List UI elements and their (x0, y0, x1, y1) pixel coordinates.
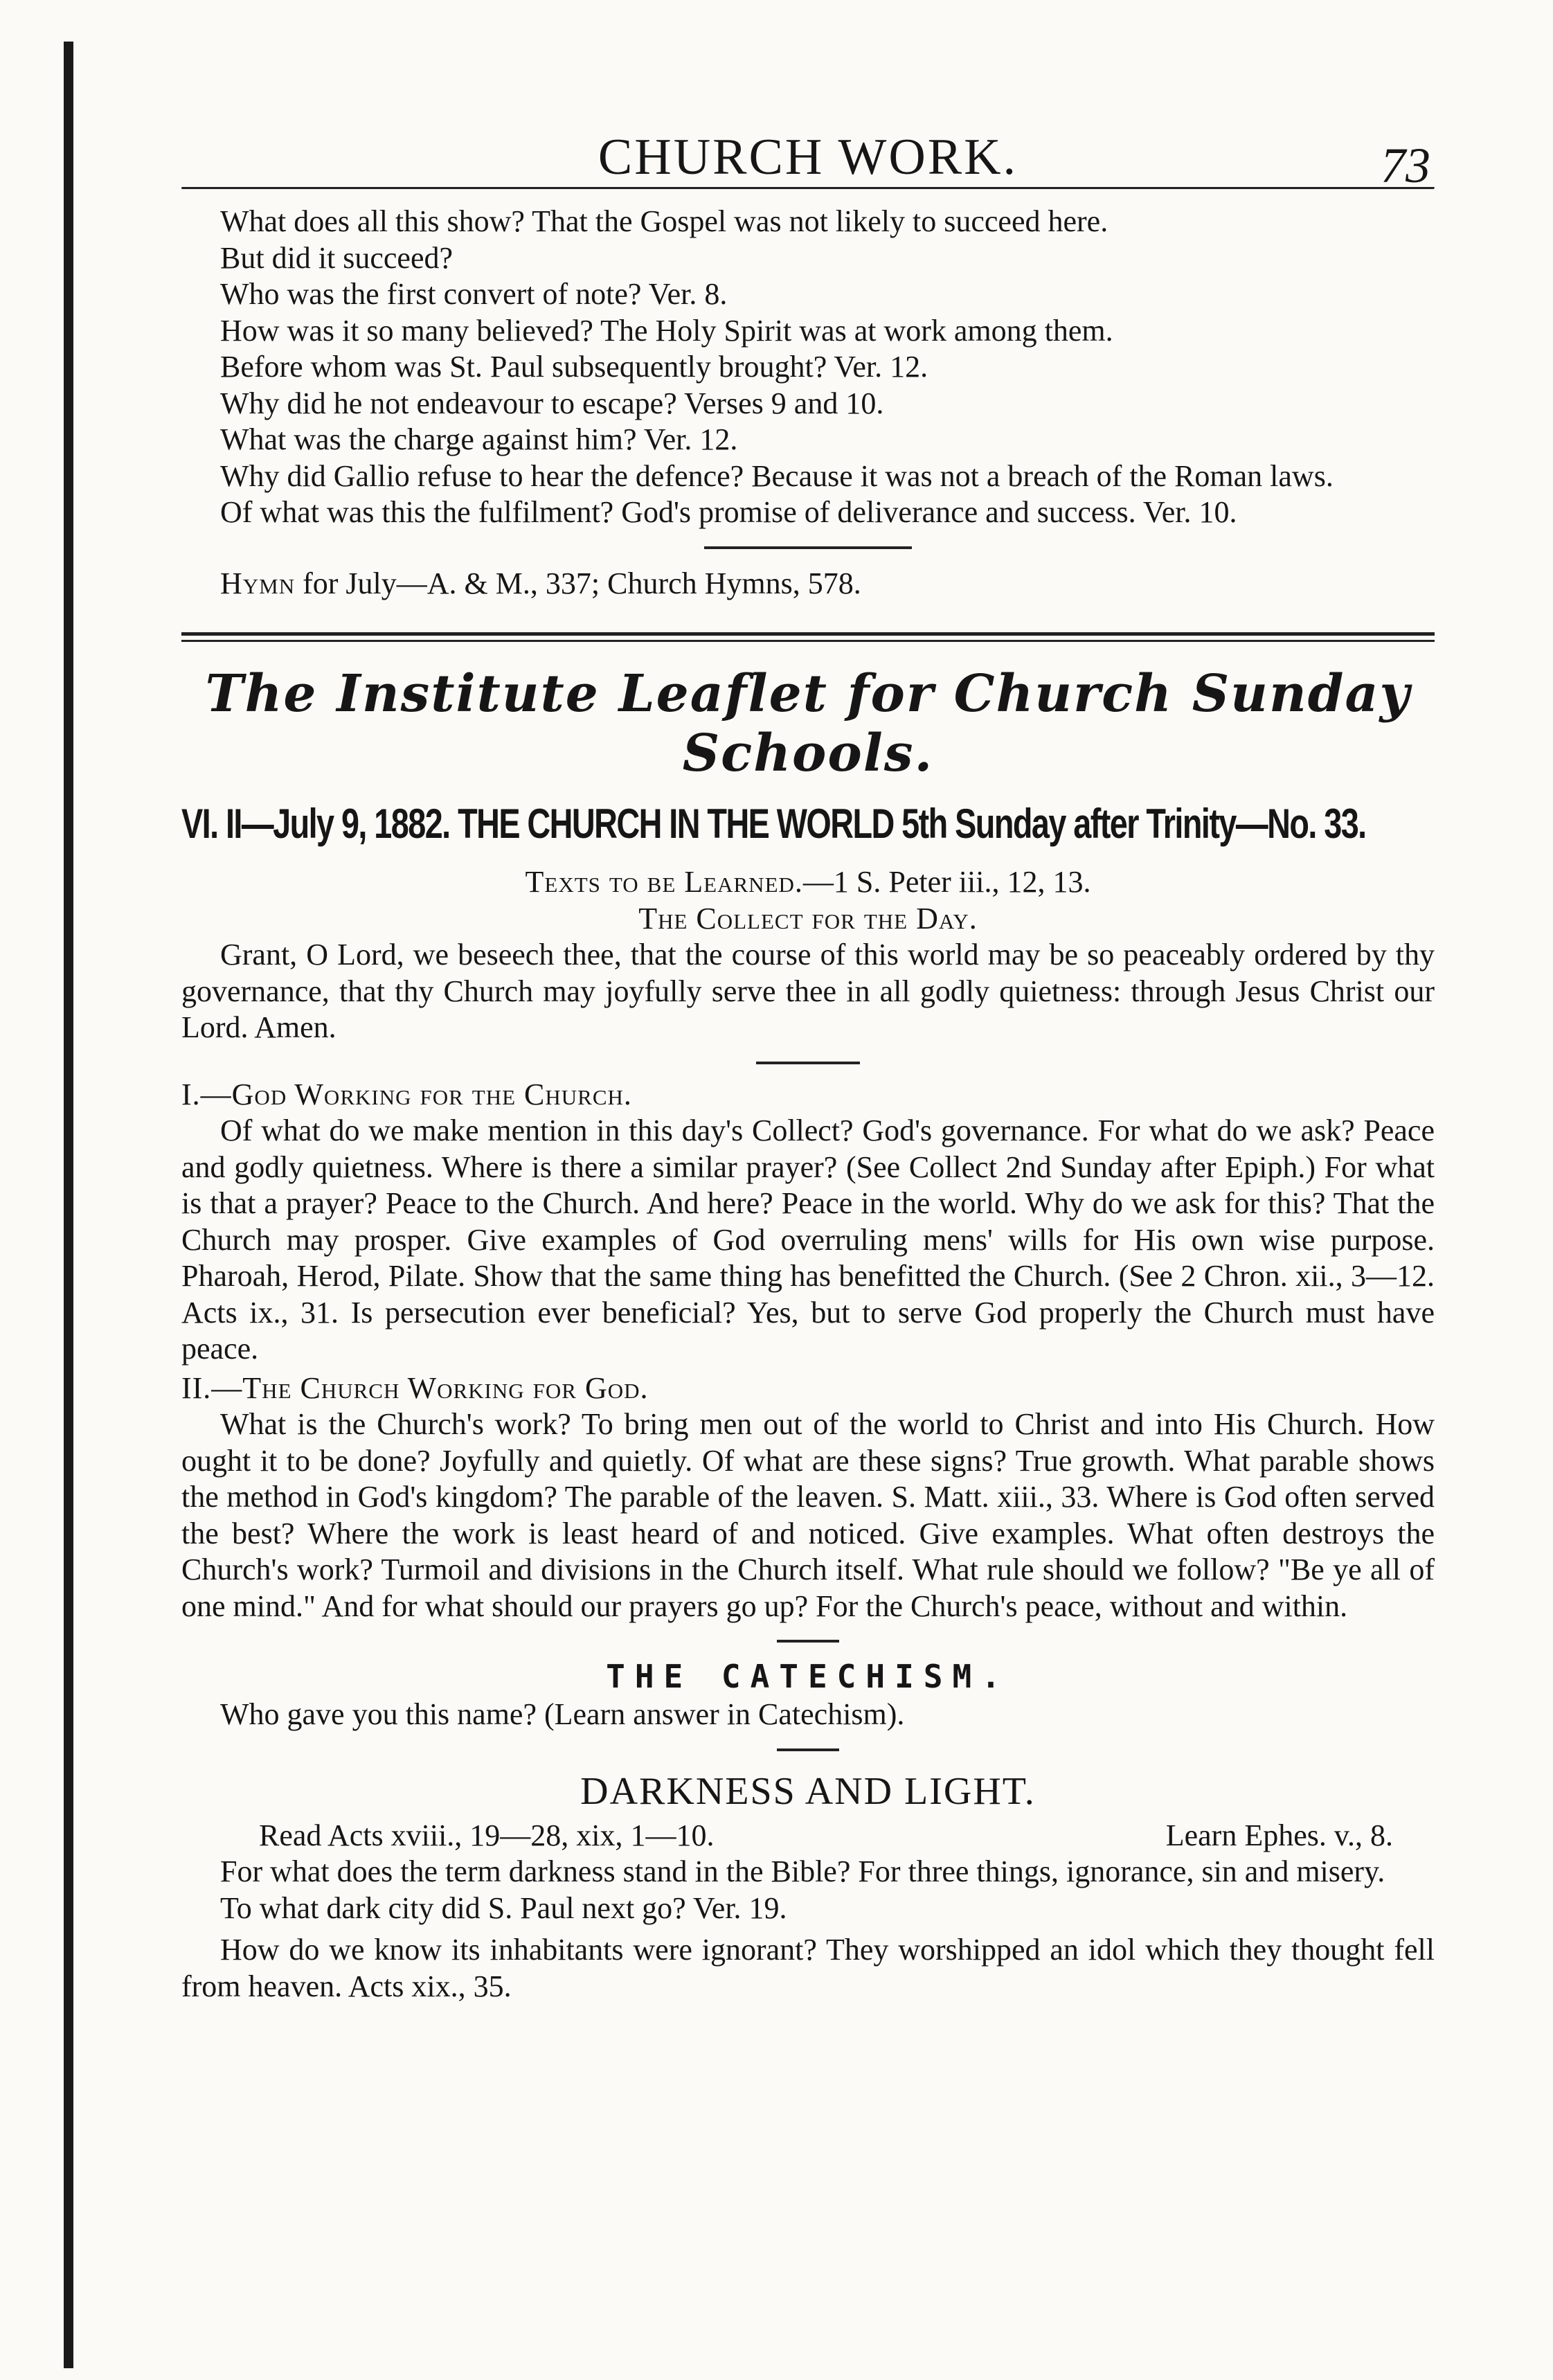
page-title: CHURCH WORK. (598, 129, 1018, 186)
section-1-text: Of what do we make mention in this day's Collect? God's governance. For what do we ask? Peace and godly quietness. Where is there a similar prayer? (See Collect 2nd Sunday after Epiph.) For what is that a prayer? Peace to the Church. And here? Peace in the world. Why do we ask for this? That the Church may prosper. Give examples of God overruling mens' wills for His own wise purpose. Pharoah, Herod, Pilate. Show that the same thing has benefitted the Church. (See 2 Chron. xii., 3—12. Acts ix., 31. Is persecution ever beneficial? Yes, but to serve God properly the Church must have peace. (181, 1113, 1435, 1366)
qa-line: How was it so many believed? The Holy Spirit was at work among them. (220, 313, 1113, 348)
qa-line: Why did he not endeavour to escape? Verses 9 and 10. (220, 386, 884, 420)
texts-label: Texts to be Learned. (525, 865, 803, 899)
hymn-text: for July—A. & M., 337; Church Hymns, 578. (295, 566, 861, 600)
section-2-text: What is the Church's work? To bring men out of the world to Christ and into His Church. How ought it to be done? Joyfully and quietly. Of what are these signs? True growth. What parable shows the method in God's kingdom? The parable of the leaven. S. Matt. xiii., 33. Where is God often served the best? Where the work is least heard of and noticed. Give examples. What often destroys the Church's work? Turmoil and divisions in the Church itself. What rule should we follow? "Be ye all of one mind." And for what should our prayers go up? For the Church's peace, without and within. (181, 1407, 1435, 1623)
qa-line: What does all this show? That the Gospel was not likely to succeed here. (220, 204, 1108, 238)
texts-ref: —1 S. Peter iii., 12, 13. (802, 865, 1091, 899)
darkness-heading: DARKNESS AND LIGHT. (580, 1769, 1036, 1813)
reading-line (181, 1818, 1435, 1854)
hymn-label: Hymn (220, 566, 296, 600)
section-divider (756, 1062, 860, 1064)
qa-line: But did it succeed? (220, 240, 454, 275)
qa-line: To what dark city did S. Paul next go? Ver. 19. (220, 1890, 787, 1925)
section-1-heading: I.—God Working for the Church. (181, 1077, 632, 1111)
qa-line: What was the charge against him? Ver. 12. (220, 422, 738, 456)
binding-edge (64, 42, 73, 2368)
section-1 (181, 1077, 1435, 1368)
section-divider (777, 1748, 839, 1751)
header-rule (181, 187, 1435, 190)
section-divider (704, 546, 912, 549)
collect-text: Grant, O Lord, we beseech thee, that the course of this world may be so peaceably ordered by thy governance, that thy Church may joyfully serve thee in all godly quietness: through Jesus Christ our Lord. Amen. (181, 938, 1435, 1044)
reading-ref: Read Acts xviii., 19—28, xix, 1—10. (259, 1818, 715, 1852)
darkness-questions (181, 1854, 1435, 2005)
qa-paragraph: Of what was this the fulfilment? God's promise of deliverance and success. Ver. 10. (220, 495, 1237, 529)
qa-line: Who was the first convert of note? Ver. 8. (220, 277, 728, 311)
running-head (181, 0, 1435, 193)
page-number: 73 (1381, 138, 1430, 193)
qa-paragraph: How do we know its inhabitants were ignorant? They worshipped an idol which they thought fell from heaven. Acts xix., 35. (181, 1933, 1435, 2003)
issue-line: VI. II—July 9, 1882. THE CHURCH IN THE WORLD 5th Sunday after Trinity—No. 33. (181, 800, 1366, 847)
collect-heading: The Collect for the Day. (638, 901, 978, 936)
catechism-heading: THE CATECHISM. (606, 1658, 1010, 1695)
section-2 (181, 1370, 1435, 1625)
top-section (181, 204, 1435, 531)
qa-paragraph: Why did Gallio refuse to hear the defence? Because it was not a breach of the Roman laws. (220, 458, 1334, 493)
section-2-heading: II.—The Church Working for God. (181, 1370, 649, 1405)
learn-ref: Learn Ephes. v., 8. (1165, 1818, 1393, 1852)
section-divider (777, 1640, 839, 1643)
hymn-line (220, 566, 1435, 602)
qa-line: Before whom was St. Paul subsequently brought? Ver. 12. (220, 350, 928, 384)
catechism-text: Who gave you this name? (Learn answer in Catechism). (220, 1697, 905, 1731)
qa-paragraph: For what does the term darkness stand in the Bible? For three things, ignorance, sin and misery. (220, 1854, 1385, 1888)
leaflet-title: The Institute Leaflet for Church Sunday Schools. (205, 664, 1411, 783)
double-rule (181, 632, 1435, 642)
page (181, 0, 1435, 2005)
texts-to-learn (181, 864, 1435, 901)
